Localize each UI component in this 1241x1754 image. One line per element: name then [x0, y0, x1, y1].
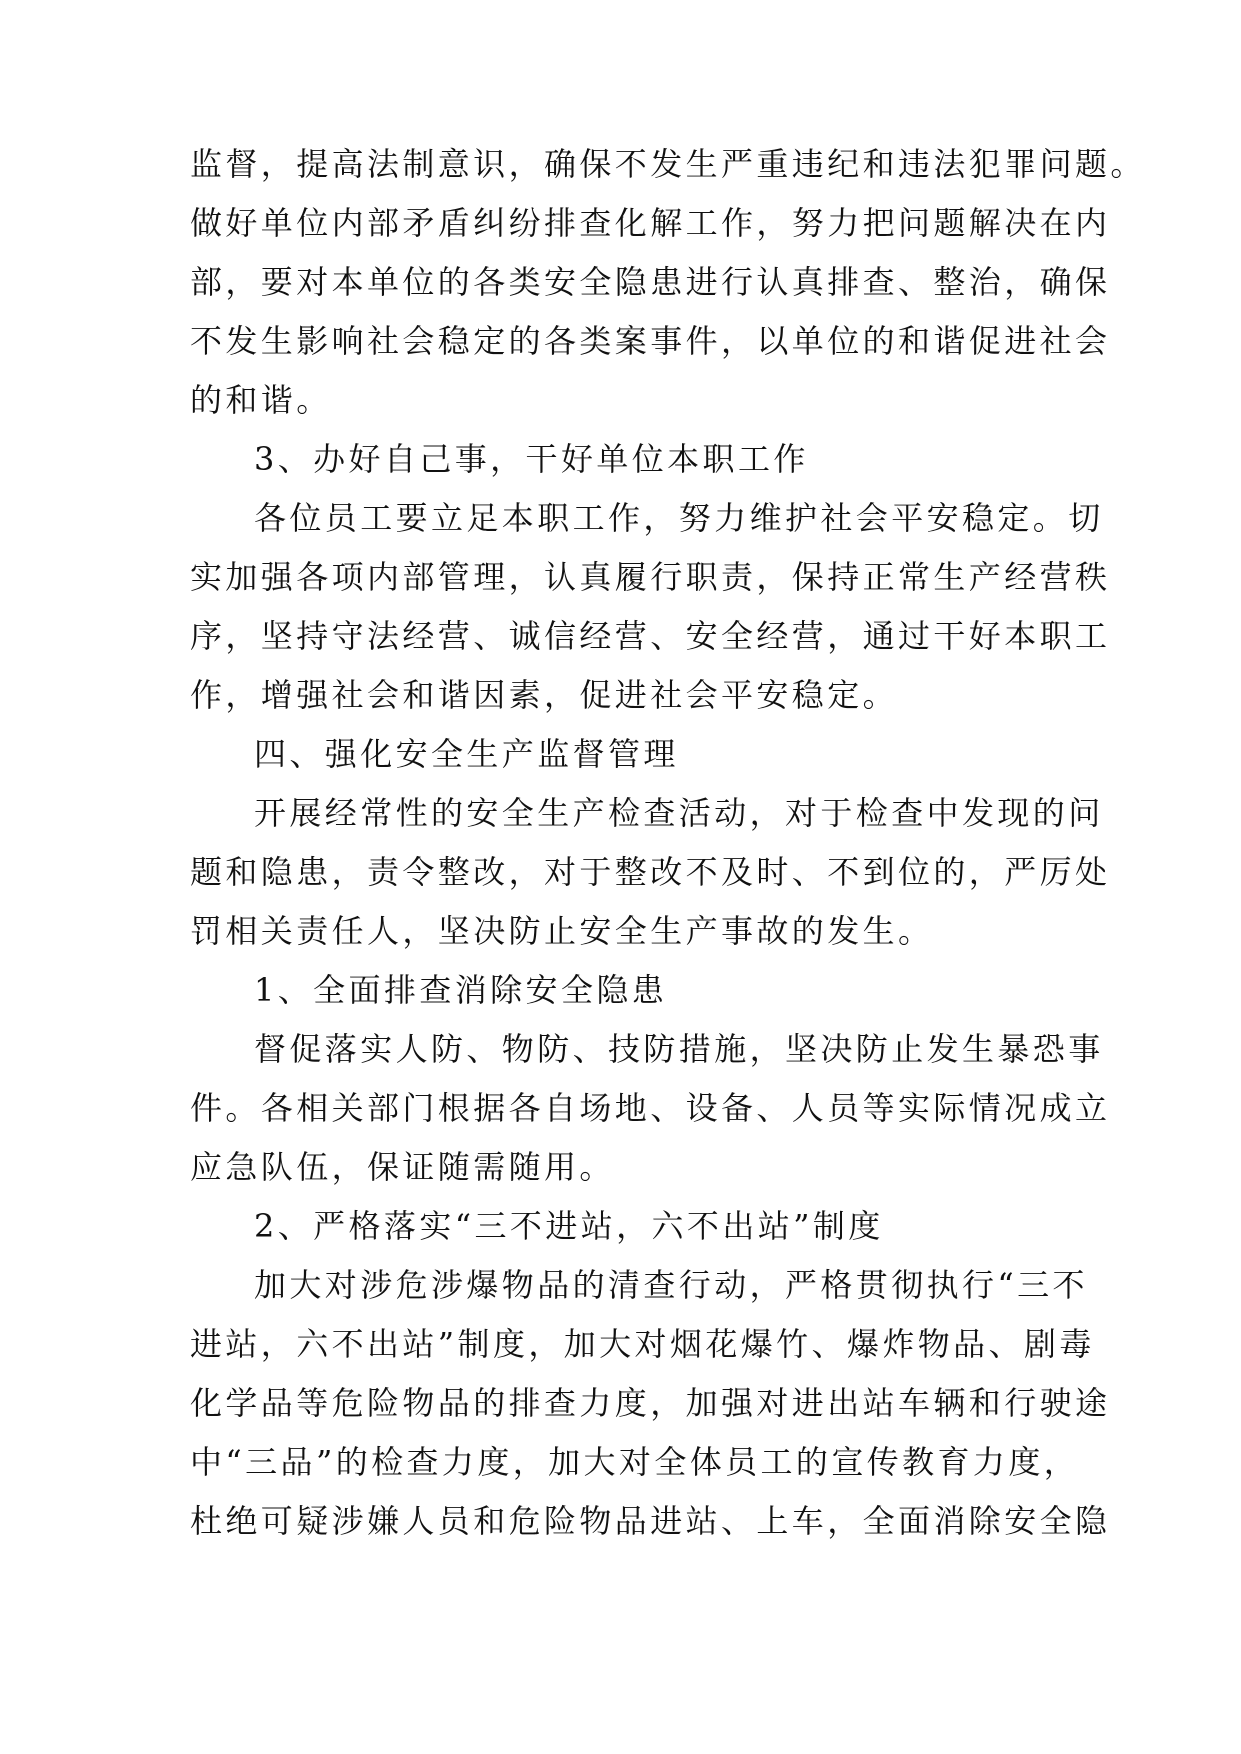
text-line: 监督，提高法制意识，确保不发生严重违纪和违法犯罪问题。: [190, 145, 1146, 183]
section-heading: 2、严格落实“三不进站，六不出站”制度: [254, 1207, 884, 1245]
paragraph-start: 督促落实人防、物防、技防措施，坚决防止发生暴恐事: [254, 1030, 1104, 1068]
text-line: 罚相关责任人，坚决防止安全生产事故的发生。: [190, 912, 934, 950]
text-line: 化学品等危险物品的排查力度，加强对进出站车辆和行驶途: [190, 1384, 1111, 1422]
text-line: 进站，六不出站”制度，加大对烟花爆竹、爆炸物品、剧毒: [190, 1325, 1095, 1363]
text-line: 实加强各项内部管理，认真履行职责，保持正常生产经营秩: [190, 558, 1111, 596]
text-line: 序，坚持守法经营、诚信经营、安全经营，通过干好本职工: [190, 617, 1111, 655]
text-line: 件。各相关部门根据各自场地、设备、人员等实际情况成立: [190, 1089, 1111, 1127]
paragraph-start: 各位员工要立足本职工作，努力维护社会平安稳定。切: [254, 499, 1104, 537]
document-body: [190, 135, 1146, 1551]
text-line: 题和隐患，责令整改，对于整改不及时、不到位的，严厉处: [190, 853, 1111, 891]
text-line: 作，增强社会和谐因素，促进社会平安稳定。: [190, 676, 899, 714]
section-heading: 四、强化安全生产监督管理: [254, 735, 679, 773]
text-line: 杜绝可疑涉嫌人员和危险物品进站、上车，全面消除安全隐: [190, 1502, 1111, 1540]
text-line: 中“三品”的检查力度，加大对全体员工的宣传教育力度，: [190, 1443, 1080, 1481]
text-line: 做好单位内部矛盾纠纷排查化解工作，努力把问题解决在内: [190, 204, 1111, 242]
paragraph-start: 开展经常性的安全生产检查活动，对于检查中发现的问: [254, 794, 1104, 832]
text-line: 部，要对本单位的各类安全隐患进行认真排查、整治，确保: [190, 263, 1111, 301]
paragraph-start: 加大对涉危涉爆物品的清查行动，严格贯彻执行“三不: [254, 1266, 1088, 1304]
section-heading: 1、全面排查消除安全隐患: [254, 971, 668, 1009]
text-line: 的和谐。: [190, 381, 332, 419]
text-line: 不发生影响社会稳定的各类案事件，以单位的和谐促进社会: [190, 322, 1111, 360]
text-line: 应急队伍，保证随需随用。: [190, 1148, 615, 1186]
section-heading: 3、办好自己事，干好单位本职工作: [254, 440, 809, 478]
